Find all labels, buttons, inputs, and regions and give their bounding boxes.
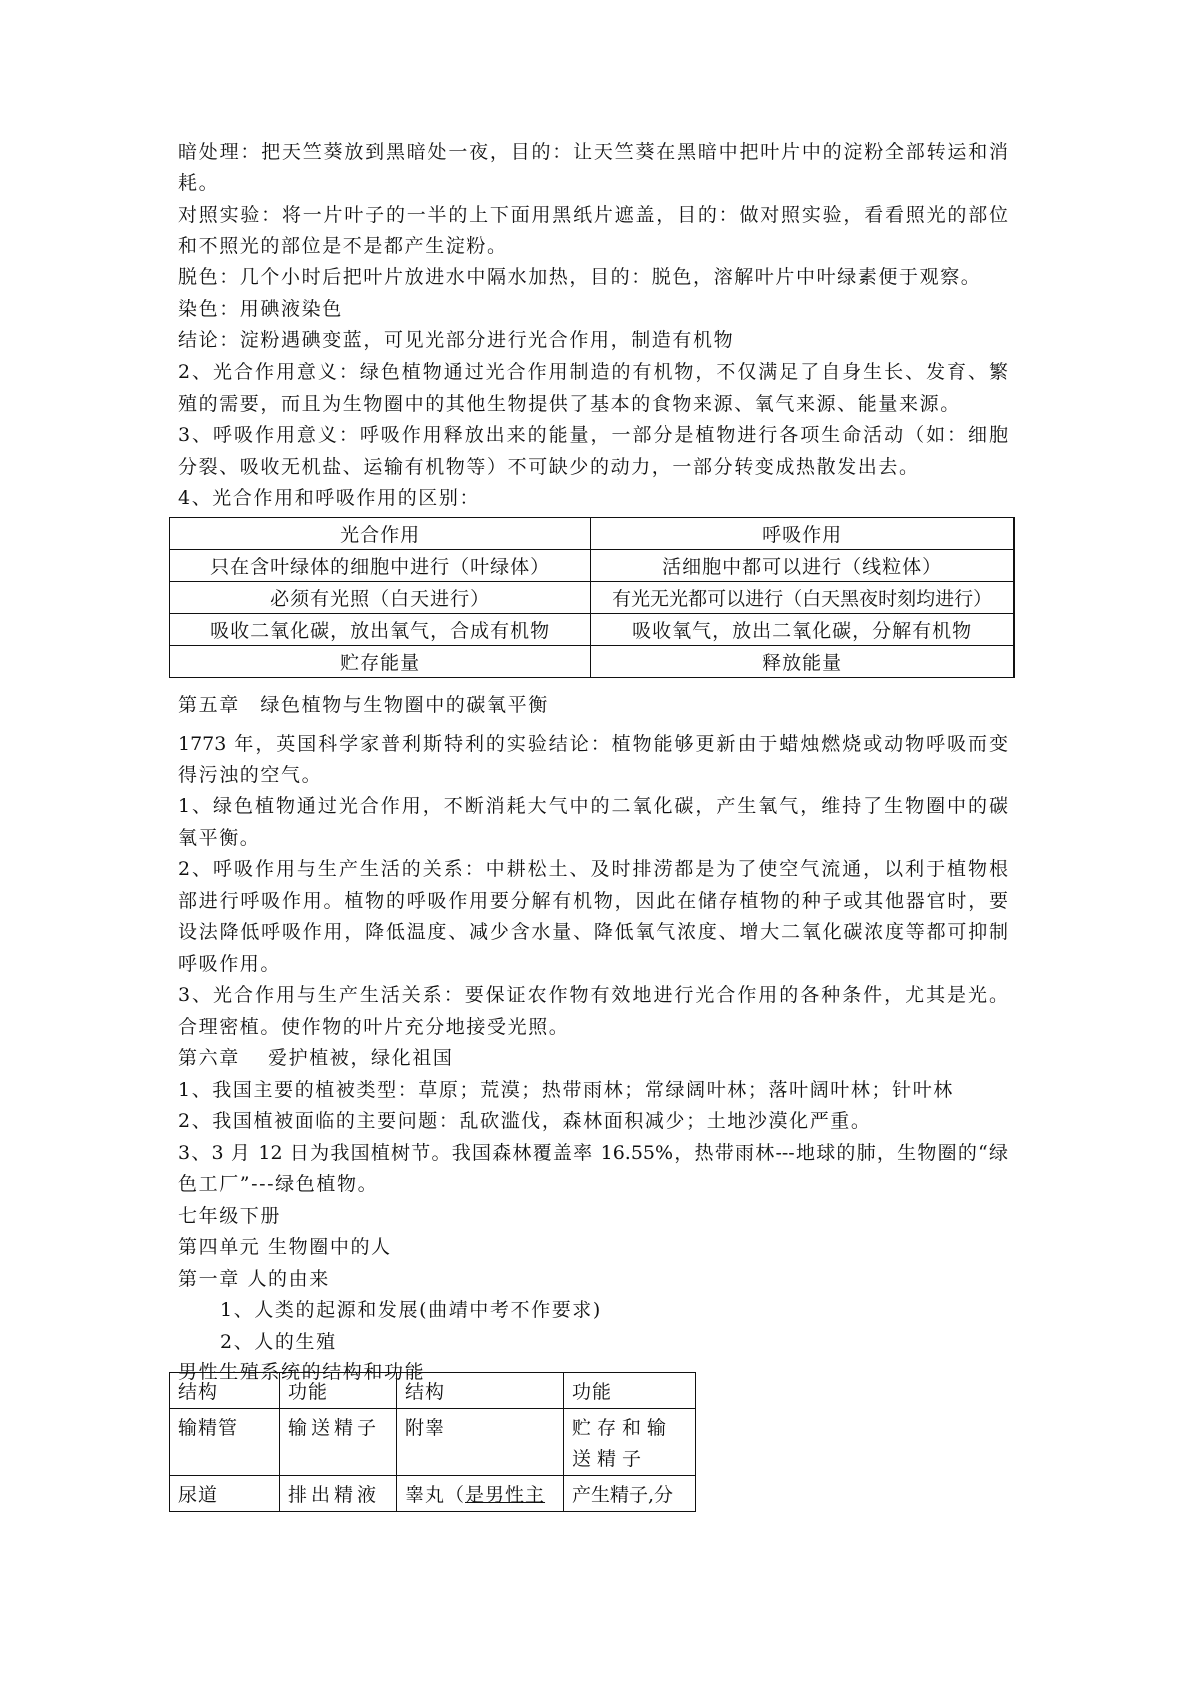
table-row (170, 646, 1015, 678)
cell-text: 睾丸（ (405, 1484, 466, 1506)
text-line: 2、我国植被面临的主要问题：乱砍滥伐，森林面积减少；土地沙漠化严重。 (178, 1110, 872, 1132)
text-line: 2、光合作用意义：绿色植物通过光合作用制造的有机物，不仅满足了自身生长、发育、繁 (178, 361, 1008, 383)
text-line: 脱色：几个小时后把叶片放进水中隔水加热，目的：脱色，溶解叶片中叶绿素便于观察。 (178, 266, 982, 288)
table-cell: 输精管 (170, 1409, 280, 1476)
table-cell: 贮存和输送精子 (564, 1409, 696, 1476)
text-line: 设法降低呼吸作用，降低温度、减少含水量、降低氧气浓度、增大二氧化碳浓度等都可抑制 (178, 921, 1008, 943)
text-line: 得污浊的空气。 (178, 764, 323, 786)
table-cell: 释放能量 (591, 646, 1014, 678)
text-line: 染色：用碘液染色 (178, 298, 343, 320)
section-heading: 第四单元 生物圈中的人 (178, 1236, 392, 1258)
text-line: 1、我国主要的植被类型：草原；荒漠；热带雨林；常绿阔叶林；落叶阔叶林；针叶林 (178, 1079, 954, 1101)
text-line: 耗。 (178, 172, 220, 194)
table-cell: 必须有光照（白天进行） (170, 582, 591, 614)
text-line: 1、人类的起源和发展(曲靖中考不作要求) (220, 1299, 602, 1321)
text-line: 1、绿色植物通过光合作用，不断消耗大气中的二氧化碳，产生氧气，维持了生物圈中的碳 (178, 795, 1008, 817)
table-cell: 结构 (397, 1373, 564, 1409)
table-row (170, 614, 1015, 646)
text-line: 合理密植。使作物的叶片充分地接受光照。 (178, 1016, 570, 1038)
table-cell: 贮存能量 (170, 646, 591, 678)
text-line: 殖的需要，而且为生物圈中的其他生物提供了基本的食物来源、氧气来源、能量来源。 (178, 393, 961, 415)
table-cell: 有光无光都可以进行（白天黑夜时刻均进行） (591, 582, 1014, 614)
chapter-heading: 第一章 人的由来 (178, 1268, 330, 1290)
text-line: 3、呼吸作用意义：呼吸作用释放出来的能量，一部分是植物进行各项生命活动（如：细胞 (178, 424, 1008, 446)
photosynthesis-respiration-table (169, 517, 1015, 678)
chapter-heading: 第五章 绿色植物与生物圈中的碳氧平衡 (178, 694, 549, 716)
underlined-text: 是男性主 (465, 1484, 546, 1506)
text-line: 暗处理：把天竺葵放到黑暗处一夜，目的：让天竺葵在黑暗中把叶片中的淀粉全部转运和消 (178, 141, 1008, 163)
table-row (170, 1476, 696, 1512)
table-cell: 吸收二氧化碳，放出氧气，合成有机物 (170, 614, 591, 646)
table-cell: 活细胞中都可以进行（线粒体） (591, 550, 1014, 582)
table-cell: 功能 (564, 1373, 696, 1409)
table-row (170, 1373, 696, 1409)
text-line: 呼吸作用。 (178, 953, 282, 975)
table-row (170, 518, 1015, 550)
table-cell: 输送精子 (280, 1409, 397, 1476)
section-heading: 七年级下册 (178, 1205, 282, 1227)
table-cell: 吸收氧气，放出二氧化碳，分解有机物 (591, 614, 1014, 646)
text-line: 分裂、吸收无机盐、运输有机物等）不可缺少的动力，一部分转变成热散发出去。 (178, 456, 920, 478)
table-cell: 产生精子,分 (564, 1476, 696, 1512)
text-line: 2、人的生殖 (220, 1331, 337, 1353)
text-line: 结论：淀粉遇碘变蓝，可见光部分进行光合作用，制造有机物 (178, 329, 735, 351)
table-cell: 结构 (170, 1373, 280, 1409)
table-cell: 呼吸作用 (591, 518, 1014, 550)
text-line: 氧平衡。 (178, 827, 261, 849)
text-line: 色工厂”---绿色植物。 (178, 1173, 379, 1195)
table-row (170, 582, 1015, 614)
text-line: 部进行呼吸作用。植物的呼吸作用要分解有机物，因此在储存植物的种子或其他器官时，要 (178, 890, 1008, 912)
table-cell (397, 1476, 564, 1512)
text-line: 4、光合作用和呼吸作用的区别： (178, 487, 481, 509)
text-line: 和不照光的部位是不是都产生淀粉。 (178, 235, 508, 257)
table-cell: 尿道 (170, 1476, 280, 1512)
text-line: 2、呼吸作用与生产生活的关系：中耕松土、及时排涝都是为了使空气流通，以利于植物根 (178, 858, 1008, 880)
table-cell: 光合作用 (170, 518, 591, 550)
table-cell: 只在含叶绿体的细胞中进行（叶绿体） (170, 550, 591, 582)
text-line: 3、光合作用与生产生活关系：要保证农作物有效地进行光合作用的各种条件，尤其是光。 (178, 984, 1008, 1006)
text-line: 对照实验：将一片叶子的一半的上下面用黑纸片遮盖，目的：做对照实验，看看照光的部位 (178, 204, 1008, 226)
table-caption: 男性生殖系统的结构和功能 (178, 1361, 426, 1383)
table-cell: 附睾 (397, 1409, 564, 1476)
table-row (170, 550, 1015, 582)
text-line: 1773 年，英国科学家普利斯特利的实验结论：植物能够更新由于蜡烛燃烧或动物呼吸而变 (178, 733, 1008, 755)
table-row (170, 1409, 696, 1476)
table-cell: 排出精液 (280, 1476, 397, 1512)
male-reproductive-table (169, 1372, 696, 1512)
table-cell: 功能 (280, 1373, 397, 1409)
text-line: 3、3 月 12 日为我国植树节。我国森林覆盖率 16.55%，热带雨林---地球的肺，生物圈的“绿 (178, 1142, 1008, 1164)
chapter-heading: 第六章 爱护植被，绿化祖国 (178, 1047, 454, 1069)
